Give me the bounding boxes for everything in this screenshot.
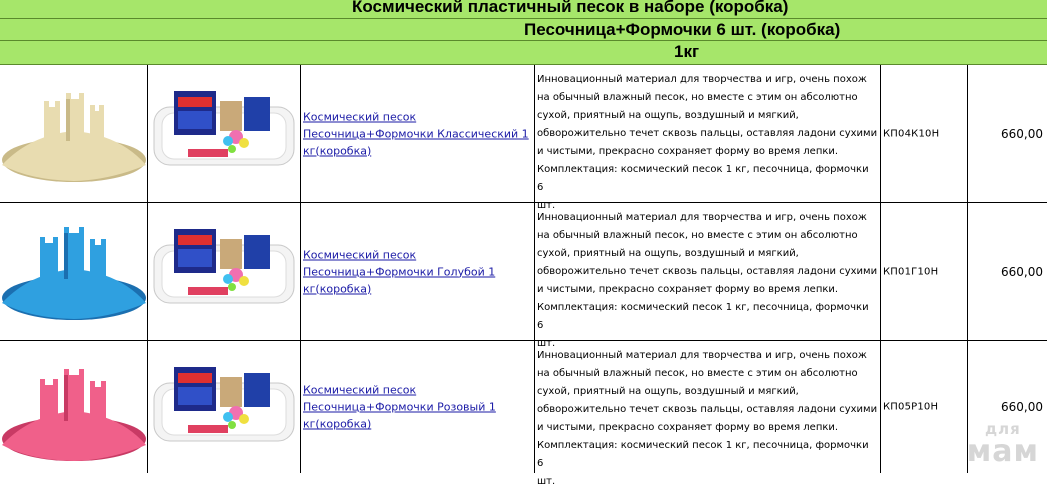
product-name-line[interactable]: кг(коробка) (303, 282, 372, 295)
product-name-line[interactable]: Песочница+Формочки Розовый 1 (303, 400, 496, 414)
sandbox-set-image (148, 65, 300, 202)
product-code: КП05Р10Н (883, 401, 939, 413)
product-description-cell (535, 65, 881, 211)
product-name-line[interactable]: Песочница+Формочки Классический 1 (303, 127, 529, 140)
sandbox-set-image (148, 341, 300, 473)
product-description (537, 209, 878, 353)
description-line: обворожительно течет сквозь пальцы, оставляя ладони сухими (537, 266, 878, 277)
product-price: 660,00 (1001, 400, 1043, 414)
description-line: шт. (537, 200, 556, 211)
product-description-cell (535, 203, 881, 349)
sand-castle-image (0, 341, 147, 473)
sand-castle-image (0, 203, 147, 340)
description-line: обворожительно течет сквозь пальцы, оставляя ладони сухими (537, 404, 878, 415)
sandbox-set-image (148, 203, 300, 340)
description-line: и чистыми, прекрасно сохраняет форму во время лепки. (537, 422, 839, 433)
set-image-cell (148, 203, 301, 340)
product-name-line[interactable]: Космический песок (303, 110, 417, 123)
product-description (537, 71, 878, 215)
table-row (0, 341, 1047, 487)
product-code-cell (881, 65, 968, 202)
product-price: 660,00 (1001, 264, 1043, 279)
product-name-cell (301, 65, 535, 202)
description-line: на обычный влажный песок, но вместе с этим он абсолютно (537, 230, 858, 241)
product-name-line[interactable]: кг(коробка) (303, 417, 372, 431)
description-line: Комплектация: космический песок 1 кг, песочница, формочки 6 (537, 440, 869, 469)
sand-castle-image (0, 65, 147, 202)
product-code-cell (881, 341, 968, 473)
product-code: КП04К10Н (883, 128, 940, 139)
description-line: Комплектация: космический песок 1 кг, песочница, формочки 6 (537, 164, 869, 193)
table-row (0, 65, 1047, 211)
sand-image-cell (0, 65, 148, 202)
description-line: сухой, приятный на ощупь, воздушный и мягкий, (537, 248, 799, 259)
description-line: Инновационный материал для творчества и игр, очень похож (537, 212, 867, 223)
product-description-cell (535, 341, 881, 487)
set-image-cell (148, 65, 301, 202)
sand-image-cell (0, 341, 148, 473)
product-code: КП01Г10Н (883, 266, 939, 277)
product-price: 660,00 (1001, 126, 1043, 141)
table-subtitle: Песочница+Формочки 6 шт. (коробка) (0, 19, 1047, 41)
product-name-link[interactable] (303, 246, 531, 297)
description-line: шт. (537, 476, 556, 487)
description-line: на обычный влажный песок, но вместе с этим он абсолютно (537, 92, 858, 103)
set-image-cell (148, 341, 301, 473)
product-price-cell (968, 203, 1047, 340)
product-code-cell (881, 203, 968, 340)
watermark-line: мам (966, 434, 1039, 469)
product-description (537, 347, 878, 491)
description-line: Инновационный материал для творчества и игр, очень похож (537, 74, 867, 85)
watermark-line: для (984, 420, 1021, 438)
description-line: сухой, приятный на ощупь, воздушный и мягкий, (537, 110, 799, 121)
site-watermark (967, 422, 1039, 467)
table-row (0, 203, 1047, 349)
sand-image-cell (0, 203, 148, 340)
description-line: на обычный влажный песок, но вместе с этим он абсолютно (537, 368, 858, 379)
product-name-link[interactable] (303, 108, 531, 159)
description-line: шт. (537, 338, 556, 349)
description-line: обворожительно течет сквозь пальцы, оставляя ладони сухими (537, 128, 878, 139)
product-name-line[interactable]: кг(коробка) (303, 144, 372, 157)
description-line: Комплектация: космический песок 1 кг, песочница, формочки 6 (537, 302, 869, 331)
table-title: Космический пластичный песок в наборе (коробка) (0, 0, 1047, 19)
description-line: Инновационный материал для творчества и игр, очень похож (537, 350, 867, 361)
product-name-cell (301, 341, 535, 473)
table-weight: 1кг (0, 41, 1047, 65)
product-name-line[interactable]: Песочница+Формочки Голубой 1 (303, 265, 496, 278)
product-name-cell (301, 203, 535, 340)
product-name-line[interactable]: Космический песок (303, 383, 417, 397)
product-name-line[interactable]: Космический песок (303, 248, 417, 261)
description-line: и чистыми, прекрасно сохраняет форму во время лепки. (537, 284, 839, 295)
product-price-cell (968, 65, 1047, 202)
description-line: и чистыми, прекрасно сохраняет форму во время лепки. (537, 146, 839, 157)
product-name-link[interactable] (303, 382, 531, 433)
product-table (0, 65, 1047, 487)
description-line: сухой, приятный на ощупь, воздушный и мягкий, (537, 386, 799, 397)
